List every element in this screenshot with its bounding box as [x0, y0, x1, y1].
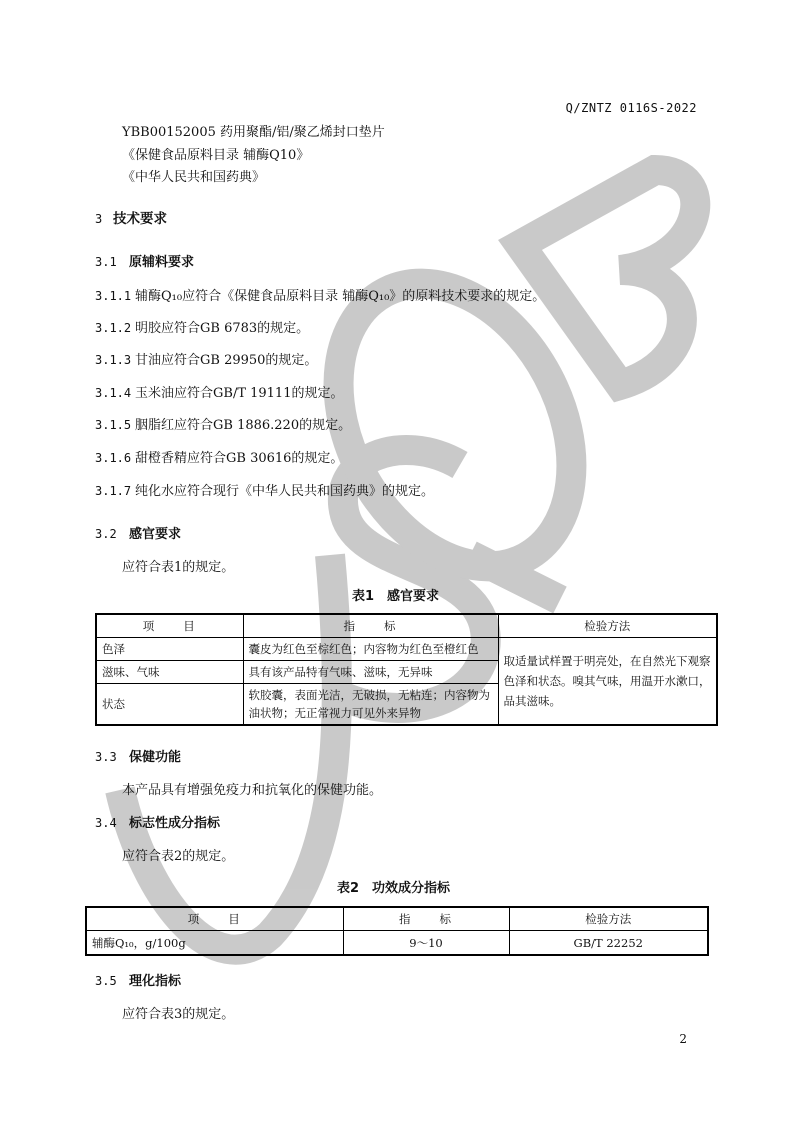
clause-text: 甘油应符合GB 29950的规定。 — [135, 353, 318, 368]
section-number: 3.4 — [95, 816, 117, 830]
clause-text: 辅酶Q₁₀应符合《保健食品原料目录 辅酶Q₁₀》的原料技术要求的规定。 — [135, 289, 546, 304]
table-cell: 软胶囊，表面光洁，无破损，无粘连；内容物为油状物；无正常视力可见外来异物 — [243, 684, 498, 726]
section-number: 3.3 — [95, 750, 117, 764]
clause-number: 3.1.2 — [95, 321, 132, 335]
table-cell: 辅酶Q₁₀，g/100g — [86, 931, 343, 956]
paragraph: 应符合表3的规定。 — [122, 1007, 235, 1022]
table-row — [86, 931, 708, 956]
table-cell-method: 取适量试样置于明亮处，在自然光下观察色泽和状态。嗅其气味，用温开水漱口，品其滋味。 — [498, 638, 717, 726]
column-header: 指 标 — [243, 614, 498, 638]
column-header: 检验方法 — [498, 614, 717, 638]
paragraph: 应符合表2的规定。 — [122, 849, 235, 864]
page-number: 2 — [679, 1032, 687, 1046]
clause-item — [95, 480, 434, 499]
section-heading-3-2 — [95, 523, 181, 542]
reference-line: 《中华人民共和国药典》 — [122, 170, 266, 185]
table-sensory — [95, 613, 718, 726]
clause-number: 3.1.1 — [95, 289, 132, 303]
section-title: 标志性成分指标 — [129, 816, 221, 831]
column-header: 项 目 — [86, 907, 343, 931]
table-cell: 具有该产品特有气味、滋味，无异味 — [243, 661, 498, 684]
section-number: 3.1 — [95, 255, 117, 269]
standard-code: Q/ZNTZ 0116S-2022 — [565, 101, 697, 115]
section-heading-3-1 — [95, 251, 194, 270]
column-header: 项 目 — [96, 614, 243, 638]
section-title: 感官要求 — [129, 527, 182, 542]
section-heading-3-4 — [95, 812, 220, 831]
table-cell: 9～10 — [343, 931, 509, 956]
clause-item — [95, 382, 343, 401]
table-header-row — [86, 907, 708, 931]
table-header-row — [96, 614, 717, 638]
clause-text: 纯化水应符合现行《中华人民共和国药典》的规定。 — [135, 484, 435, 499]
clause-text: 玉米油应符合GB/T 19111的规定。 — [135, 386, 344, 401]
column-header: 检验方法 — [509, 907, 708, 931]
clause-text: 胭脂红应符合GB 1886.220的规定。 — [135, 418, 352, 433]
table-row — [96, 638, 717, 661]
table-cell: 色泽 — [96, 638, 243, 661]
clause-item — [95, 414, 351, 433]
clause-text: 甜橙香精应符合GB 30616的规定。 — [135, 451, 344, 466]
clause-text: 明胶应符合GB 6783的规定。 — [135, 321, 310, 336]
paragraph: 本产品具有增强免疫力和抗氧化的保健功能。 — [122, 783, 383, 798]
clause-number: 3.1.5 — [95, 418, 132, 432]
table-efficacy — [85, 906, 709, 956]
clause-number: 3.1.7 — [95, 484, 132, 498]
section-title: 原辅料要求 — [129, 255, 195, 270]
table-cell: 状态 — [96, 684, 243, 726]
section-title: 保健功能 — [129, 750, 182, 765]
clause-item — [95, 349, 317, 368]
table-cell: 滋味、气味 — [96, 661, 243, 684]
column-header: 指 标 — [343, 907, 509, 931]
section-number: 3.5 — [95, 974, 117, 988]
section-number: 3.2 — [95, 527, 117, 541]
clause-number: 3.1.3 — [95, 353, 132, 367]
clause-number: 3.1.6 — [95, 451, 132, 465]
section-title: 理化指标 — [129, 974, 182, 989]
reference-line: 《保健食品原料目录 辅酶Q10》 — [122, 148, 310, 163]
table-cell: 囊皮为红色至棕红色；内容物为红色至橙红色 — [243, 638, 498, 661]
section-heading-3-5 — [95, 970, 181, 989]
section-title: 技术要求 — [113, 211, 167, 227]
section-number: 3 — [95, 212, 103, 226]
clause-item — [95, 447, 343, 466]
table-caption: 表2 功效成分指标 — [337, 881, 451, 896]
paragraph: 应符合表1的规定。 — [122, 560, 235, 575]
table-cell: GB/T 22252 — [509, 931, 708, 956]
clause-item — [95, 285, 545, 304]
section-heading-3-3 — [95, 746, 181, 765]
reference-line: YBB00152005 药用聚酯/铝/聚乙烯封口垫片 — [122, 125, 385, 140]
clause-number: 3.1.4 — [95, 386, 132, 400]
table-caption: 表1 感官要求 — [352, 589, 440, 604]
section-heading-3 — [95, 207, 167, 227]
clause-item — [95, 317, 309, 336]
